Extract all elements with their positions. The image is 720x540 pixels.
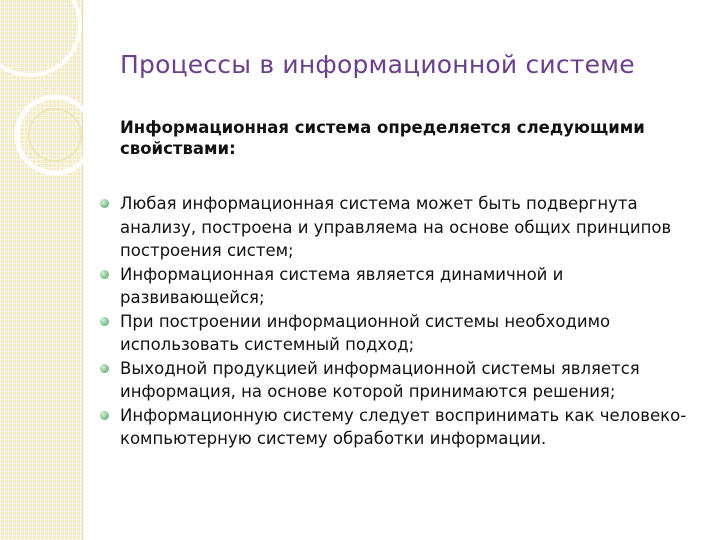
decorative-side-band [0, 0, 83, 540]
bullet-icon [100, 270, 109, 279]
list-item-text: При построении информационной системы необходимо использовать системный подход; [120, 311, 611, 354]
list-item [100, 192, 700, 263]
list-item [100, 357, 700, 404]
list-item-text: Информационную систему следует воспринимать как человеко-компьютерную систему обработки информации. [120, 405, 687, 448]
bullet-icon [100, 317, 109, 326]
intro-text: Информационная система определяется следующими свойствами: [120, 118, 645, 158]
list-item-text: Любая информационная система может быть подвергнута анализу, построена и управляема на основе общих принципов построения систем; [120, 194, 672, 260]
bullet-icon [100, 411, 109, 420]
list-item [100, 310, 700, 357]
bullet-icon [100, 364, 109, 373]
list-item [100, 263, 700, 310]
bullet-list [100, 192, 700, 451]
list-item [100, 404, 700, 451]
slide-title: Процессы в информационной системе [120, 50, 635, 79]
bullet-icon [100, 199, 109, 208]
list-item-text: Информационная система является динамичной и развивающейся; [120, 264, 564, 307]
list-item-text: Выходной продукцией информационной системы является информация, на основе которой принимаются решения; [120, 358, 640, 401]
